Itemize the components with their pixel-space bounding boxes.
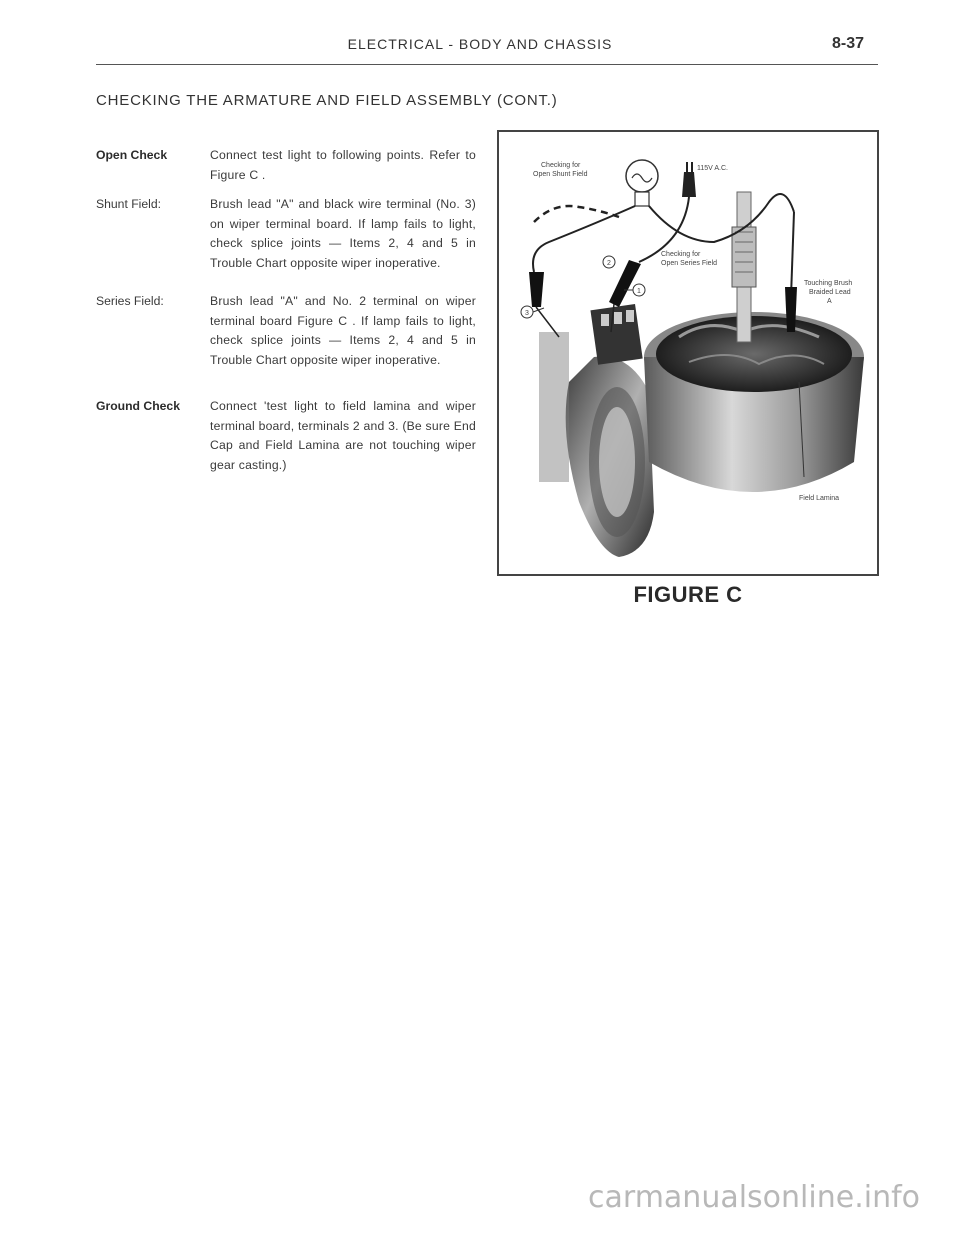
entry-label: Shunt Field: <box>96 197 162 211</box>
figure-caption: FIGURE C <box>633 582 743 607</box>
svg-text:2: 2 <box>607 260 611 267</box>
field-assembly <box>644 312 864 492</box>
entry-text: Connect test light to following points. Refer to Figure C . <box>210 148 476 182</box>
label-checking-series-1: Checking for <box>661 251 701 258</box>
figure-c-illustration <box>497 130 879 576</box>
label-checking-shunt-2: Open Shunt Field <box>533 171 588 178</box>
label-voltage: 115V A.C. <box>697 165 729 172</box>
label-brush-2: Braided Lead <box>809 289 851 296</box>
label-checking-shunt-1: Checking for <box>541 162 581 169</box>
label-checking-series-2: Open Series Field <box>661 260 718 267</box>
terminal-board <box>590 304 642 365</box>
entry-label: Open Check <box>96 148 168 162</box>
page-number: 8-37 <box>831 35 864 52</box>
label-brush-3: A <box>827 298 832 305</box>
section-title: CHECKING THE ARMATURE AND FIELD ASSEMBLY (CONT.) <box>96 92 558 109</box>
label-field-lamina: Field Lamina <box>799 495 840 502</box>
watermark: carmanualsonline.info <box>588 1180 920 1215</box>
entry-label: Series Field: <box>96 294 164 308</box>
svg-text:3: 3 <box>525 310 529 317</box>
entry-text: Connect 'test light to field lamina and wiper terminal board, terminals 2 and 3. (Be sure End Cap and Field Lamina are not touching wiper gear casting.) <box>210 399 476 472</box>
entry-text: Brush lead "A" and No. 2 terminal on wiper terminal board Figure C . If lamp fails to light, check splice joints — Items 2, 4 and 5 in Trouble Chart opposite wiper inoperative. <box>210 294 476 367</box>
entry-text: Brush lead "A" and black wire terminal (No. 3) on wiper terminal board. If lamp fails to light, check splice joints — Items 2, 4 and 5 in Trouble Chart opposite wiper inoperative. <box>210 197 476 270</box>
page-header <box>0 36 960 60</box>
entry-label: Ground Check <box>96 399 180 413</box>
wiper-motor-test-photo <box>499 132 877 574</box>
header-title: ELECTRICAL - BODY AND CHASSIS <box>347 36 613 52</box>
label-brush-1: Touching Brush <box>804 280 853 287</box>
svg-text:1: 1 <box>637 288 641 295</box>
terminal-marker-2 <box>603 256 615 268</box>
header-rule <box>96 64 878 65</box>
